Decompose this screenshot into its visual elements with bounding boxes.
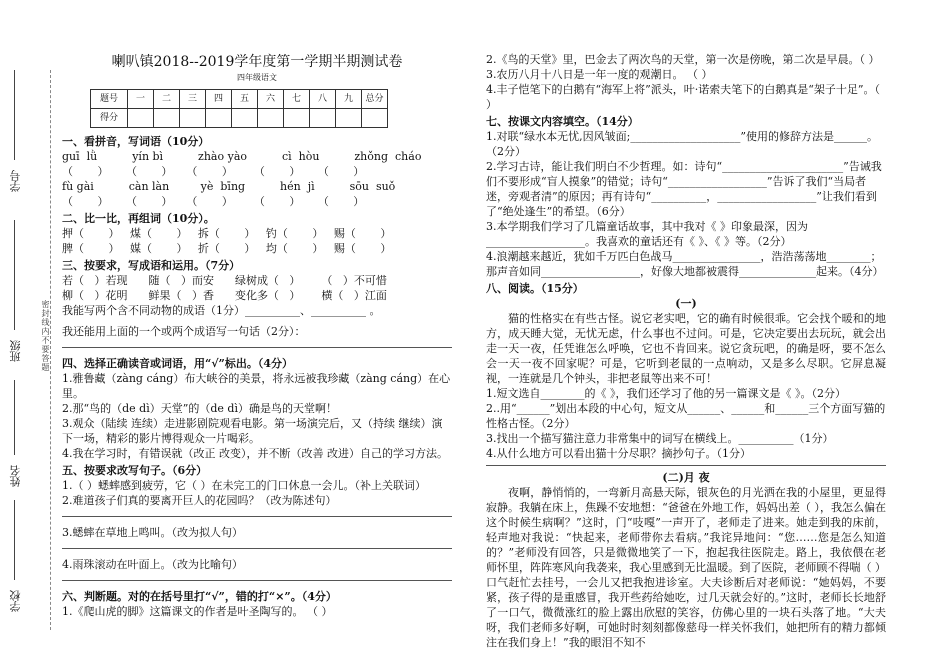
student-id-line — [14, 70, 15, 160]
section-8-heading: 八、阅读。（15分） — [486, 282, 584, 295]
score-value-row — [91, 109, 388, 128]
question[interactable]: 3.蟋蟀在草地上鸣叫。（改为拟人句） — [62, 526, 243, 539]
name-line — [14, 380, 15, 455]
score-col-header: 总分 — [362, 90, 388, 109]
passage-a-text: 猫的性格实在有些古怪。说它老实吧，它的确有时候很乖。它会找个暖和的地方，成天睡大觉，无忧无虑，什么事也不过问。可是，它决定要出去玩玩，就会出走一天一夜，任凭谁怎么呼唤，它也不肯回来。说它贪玩吧，的确是呀，要不怎么会一天一夜不回家呢？可是，它听到老鼠的一点响动，又是多么尽职。它屏息凝视，一连就是几个钟头，非把老鼠等出来不可！ — [486, 312, 886, 385]
section-2-heading: 二、比一比，再组词（10分）。 — [62, 212, 215, 225]
question[interactable]: 1.对联“绿水本无忧,因风皱面;____________________”使用的修辞方法是______。（2分） — [486, 130, 878, 158]
question[interactable]: 1.短文选自________的《 》，我们还学习了他的另一篇课文是《 》。（2分） — [486, 387, 846, 400]
score-cell[interactable] — [232, 109, 258, 128]
answer-brackets[interactable]: （ ） （ ） （ ） （ ） （ ） — [62, 195, 365, 208]
section-5-heading: 五、按要求改写句子。（6分） — [62, 464, 208, 477]
student-id-label: 学号 — [9, 170, 22, 192]
answer-line[interactable] — [62, 548, 452, 549]
question[interactable]: 1.《爬山虎的脚》这篇课文的作者是叶圣陶写的。 （ ） — [62, 605, 333, 618]
school-line — [14, 500, 15, 580]
passage-b-text: 夜啊，静悄悄的，一弯新月高悬天际，银灰色的月光洒在我的小屋里，更显得寂静。我躺在床上，焦躁不安地想：“爸爸在外地工作，妈妈出差（ ），我怎么偏在这个时候生病啊？”这时，门“吱嘎”一声开了，老师走了进来。她走到我的床前，轻声地对我说：“快起来，老师带你去看病。”我诧异地问：“您……您是怎么知道的？”老师没有回答，只是微微地笑了一下，抱起我往医院走。路上，我依偎在老师怀里，阵阵寒风向我袭来，我心里感到无比温暖。到了医院，老师顾不得喘（ ）口气赶忙去挂号，一会儿又把我抱进诊室。大夫诊断后对老师说：“她妈妈，不要紧，孩子得的是重感冒，我开些药给她吃，过几天就会好的。”这时，老师长长地舒了一口气，微微涨红的脸上露出欣慰的笑容，仿佛心里的一块石头落了地。“大夫呀，我们老师多好啊，可她时时刻刻都像慈母一样关怀我们，她把所有的精力都倾注在我们身上！”我的眼泪不知不 — [486, 486, 886, 649]
score-col-header: 七 — [284, 90, 310, 109]
score-cell[interactable] — [128, 109, 154, 128]
score-col-header: 一 — [128, 90, 154, 109]
score-cell[interactable] — [336, 109, 362, 128]
idiom-row[interactable]: 若（ ）若现 随（ ）而安 绿树成（ ） （ ）不可惜 — [62, 274, 387, 287]
question[interactable]: 我能写两个含不同动物的成语（1分）__________、__________ 。 — [62, 304, 381, 317]
question[interactable]: 2.《鸟的天堂》里，巴金去了两次鸟的天堂，第一次是傍晚，第二次是早晨。（ ） — [486, 53, 880, 66]
question[interactable]: 4.从什么地方可以看出猫十分尽职？摘抄句子。（1分） — [486, 447, 751, 460]
answer-brackets[interactable]: （ ） （ ） （ ） （ ） （ ） — [62, 165, 365, 178]
question[interactable]: 3.本学期我们学习了几篇童话故事，其中我对《 》印象最深，因为__________________。我喜欢的童话还有《 》、《 》等。（2分） — [486, 220, 808, 248]
seal-text: 密封线内不要答题 — [41, 300, 50, 372]
score-table — [90, 89, 388, 128]
passage-b-title: (二)月 夜 — [662, 471, 710, 484]
question[interactable]: 4.我在学习时，有错误就（改正 改变），并不断（改善 改进）自己的学习方法。 — [62, 447, 448, 460]
question[interactable]: 2.学习古诗，能让我们明白不少哲理。如：诗句“______________________”告诫我们不要形成“盲人摸象”的错觉；诗句“__________________”告诉了我们“当局者迷，旁观者清”的原因；再有诗句“__________，__________________”让我们看到了“绝处逢生”的希望。（6分） — [486, 160, 882, 218]
question[interactable]: 1.雅鲁藏（zàng cáng）布大峡谷的美景，将永远被我珍藏（zàng cáng）在心里。 — [62, 372, 451, 400]
pinyin-row: guī lǜ yín bì zhào yào cì hòu zhǒng cháo — [62, 150, 422, 163]
score-col-header: 五 — [232, 90, 258, 109]
passage-a-title: (一) — [675, 297, 697, 310]
question[interactable]: 4.丰子恺笔下的白鹅有“海军上将”派头，叶·诺索夫笔下的白鹅真是“架子十足”。（ ） — [486, 83, 880, 111]
answer-line[interactable] — [62, 347, 452, 348]
score-col-header: 六 — [258, 90, 284, 109]
idiom-row[interactable]: 柳（ ）花明 鲜果（ ）香 变化多（ ） 横（ ）江面 — [62, 289, 387, 302]
score-col-header: 三 — [180, 90, 206, 109]
section-3-heading: 三、按要求，写成语和运用。（7分） — [62, 259, 241, 272]
score-cell[interactable] — [180, 109, 206, 128]
score-col-header: 九 — [336, 90, 362, 109]
page-title: 喇叭镇2018--2019学年度第一学期半期测试卷 — [111, 54, 403, 70]
score-col-header: 题号 — [91, 90, 128, 109]
answer-line[interactable] — [62, 580, 452, 581]
section-6-heading: 六、判断题。对的在括号里打“√”，错的打“×”。（4分） — [62, 590, 337, 603]
score-col-header: 八 — [310, 90, 336, 109]
question[interactable]: 4.浪潮越来越近，犹如千万匹白色战马________________，浩浩荡荡地________；那声音如同__________________，好像大地都被震得______________起来。（4分） — [486, 250, 884, 278]
score-col-header: 四 — [206, 90, 232, 109]
class-line — [14, 220, 15, 330]
question[interactable]: 4.雨珠滚动在叶面上。（改为比喻句） — [62, 558, 243, 571]
left-column — [62, 55, 452, 619]
score-cell[interactable] — [206, 109, 232, 128]
score-cell[interactable] — [154, 109, 180, 128]
score-cell[interactable] — [258, 109, 284, 128]
question[interactable]: 3.观众（陆续 连续）走进影剧院观看电影。第一场演完后，又（持续 继续）演下一场，精彩的影片博得观众一片喝彩。 — [62, 417, 443, 445]
compare-row[interactable]: 押（ ） 煤（ ） 拆（ ） 钓（ ） 赐（ ） — [62, 227, 392, 240]
page-subtitle: 四年级语文 — [237, 73, 277, 82]
section-7-heading: 七、按课文内容填空。（14分） — [486, 115, 639, 128]
pinyin-row: fù gài càn làn yè bīng hén jì sōu suǒ — [62, 180, 396, 193]
score-header-row — [91, 90, 388, 109]
name-label: 姓名 — [9, 465, 22, 487]
question[interactable]: 2.那“鸟的（de dì）天堂”的（de dì）确是鸟的天堂啊！ — [62, 402, 337, 415]
question[interactable]: 3.农历八月十八日是一年一度的观潮日。 （ ） — [486, 68, 713, 81]
answer-line[interactable] — [62, 516, 452, 517]
school-label: 学校 — [9, 590, 22, 612]
score-row-label: 得分 — [91, 109, 128, 128]
score-cell[interactable] — [362, 109, 388, 128]
question[interactable]: 2..用“______”划出本段的中心句，短文从______、______和______三个方面写猫的性格古怪。（2分） — [486, 402, 886, 430]
score-cell[interactable] — [310, 109, 336, 128]
question[interactable]: 3.找出一个描写猫注意力非常集中的词写在横线上。__________（1分） — [486, 432, 834, 445]
class-label: 班级 — [9, 340, 22, 362]
right-column — [486, 52, 886, 650]
score-cell[interactable] — [284, 109, 310, 128]
score-col-header: 二 — [154, 90, 180, 109]
section-4-heading: 四、选择正确读音或词语，用“√”标出。（4分） — [62, 357, 294, 370]
question[interactable]: 1.（ ）蟋蟀感到疲劳，它（ ）在未完工的门口休息一会儿。（补上关联词） — [62, 479, 426, 492]
answer-line[interactable] — [486, 465, 886, 466]
question[interactable]: 2.难道孩子们真的要离开巨人的花园吗？（改为陈述句） — [62, 494, 337, 507]
question[interactable]: 我还能用上面的一个或两个成语写一句话（2分）： — [62, 325, 306, 338]
section-1-heading: 一、看拼音，写词语（10分） — [62, 135, 210, 148]
compare-row[interactable]: 脾（ ） 媒（ ） 折（ ） 均（ ） 赐（ ） — [62, 242, 392, 255]
